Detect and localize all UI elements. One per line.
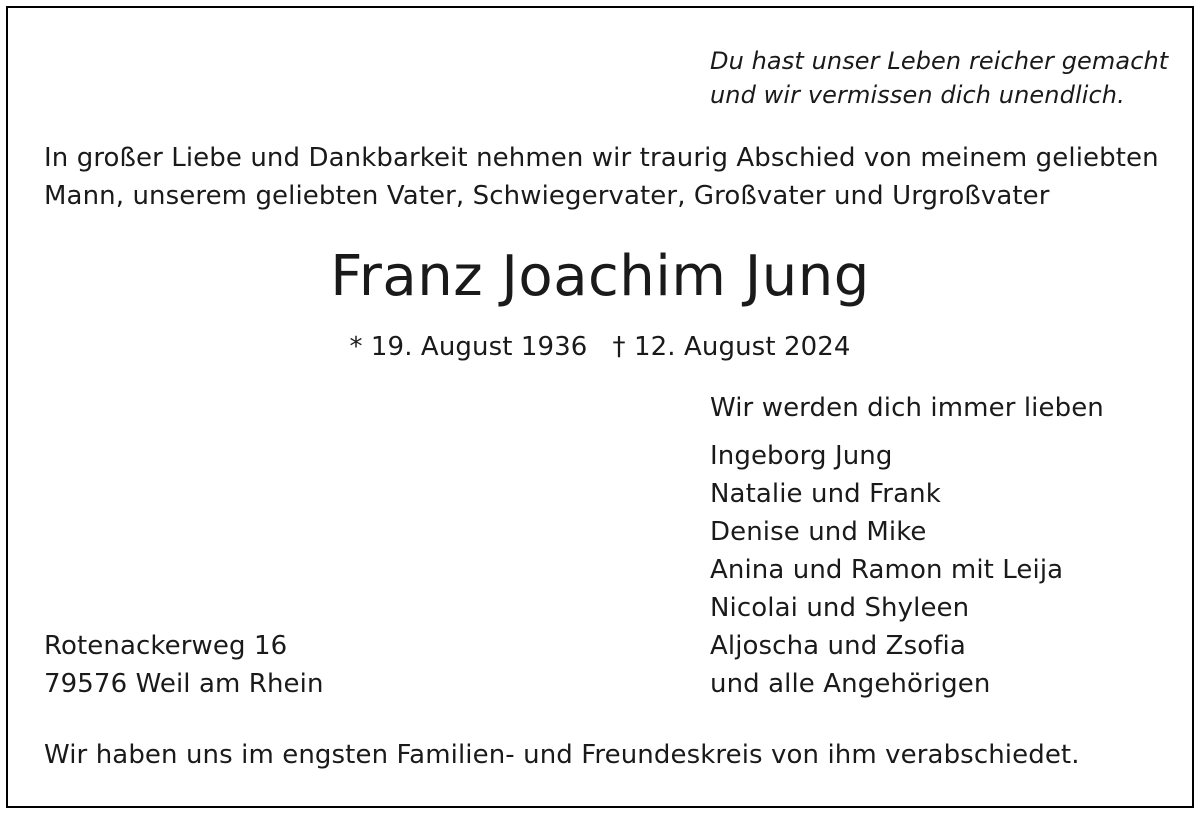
motto-line-1: Du hast unser Leben reicher gemacht [710, 47, 1169, 75]
family-member: Aljoscha und Zsofia [710, 631, 966, 661]
address-city: 79576 Weil am Rhein [44, 669, 324, 699]
family-member: Anina und Ramon mit Leija [710, 555, 1064, 585]
family-member: Denise und Mike [710, 517, 927, 547]
address-street: Rotenackerweg 16 [44, 631, 288, 661]
family-list [710, 437, 1063, 703]
closing-statement: Wir haben uns im engsten Familien- und Freundeskreis von ihm verabschiedet. [44, 740, 1080, 770]
intro-line-2: Mann, unserem geliebten Vater, Schwiegervater, Großvater und Urgroßvater [44, 181, 1050, 211]
family-member: Nicolai und Shyleen [710, 593, 970, 623]
deceased-name: Franz Joachim Jung [330, 244, 870, 309]
life-dates: * 19. August 1936 † 12. August 2024 [349, 332, 851, 362]
family-member: Ingeborg Jung [710, 441, 893, 471]
family-member: und alle Angehörigen [710, 669, 991, 699]
family-member: Natalie und Frank [710, 479, 941, 509]
family-heading: Wir werden dich immer lieben [710, 393, 1104, 423]
motto-line-2: und wir vermissen dich unendlich. [710, 81, 1125, 109]
intro-line-1: In großer Liebe und Dankbarkeit nehmen wir traurig Abschied von meinem geliebten [44, 143, 1159, 173]
